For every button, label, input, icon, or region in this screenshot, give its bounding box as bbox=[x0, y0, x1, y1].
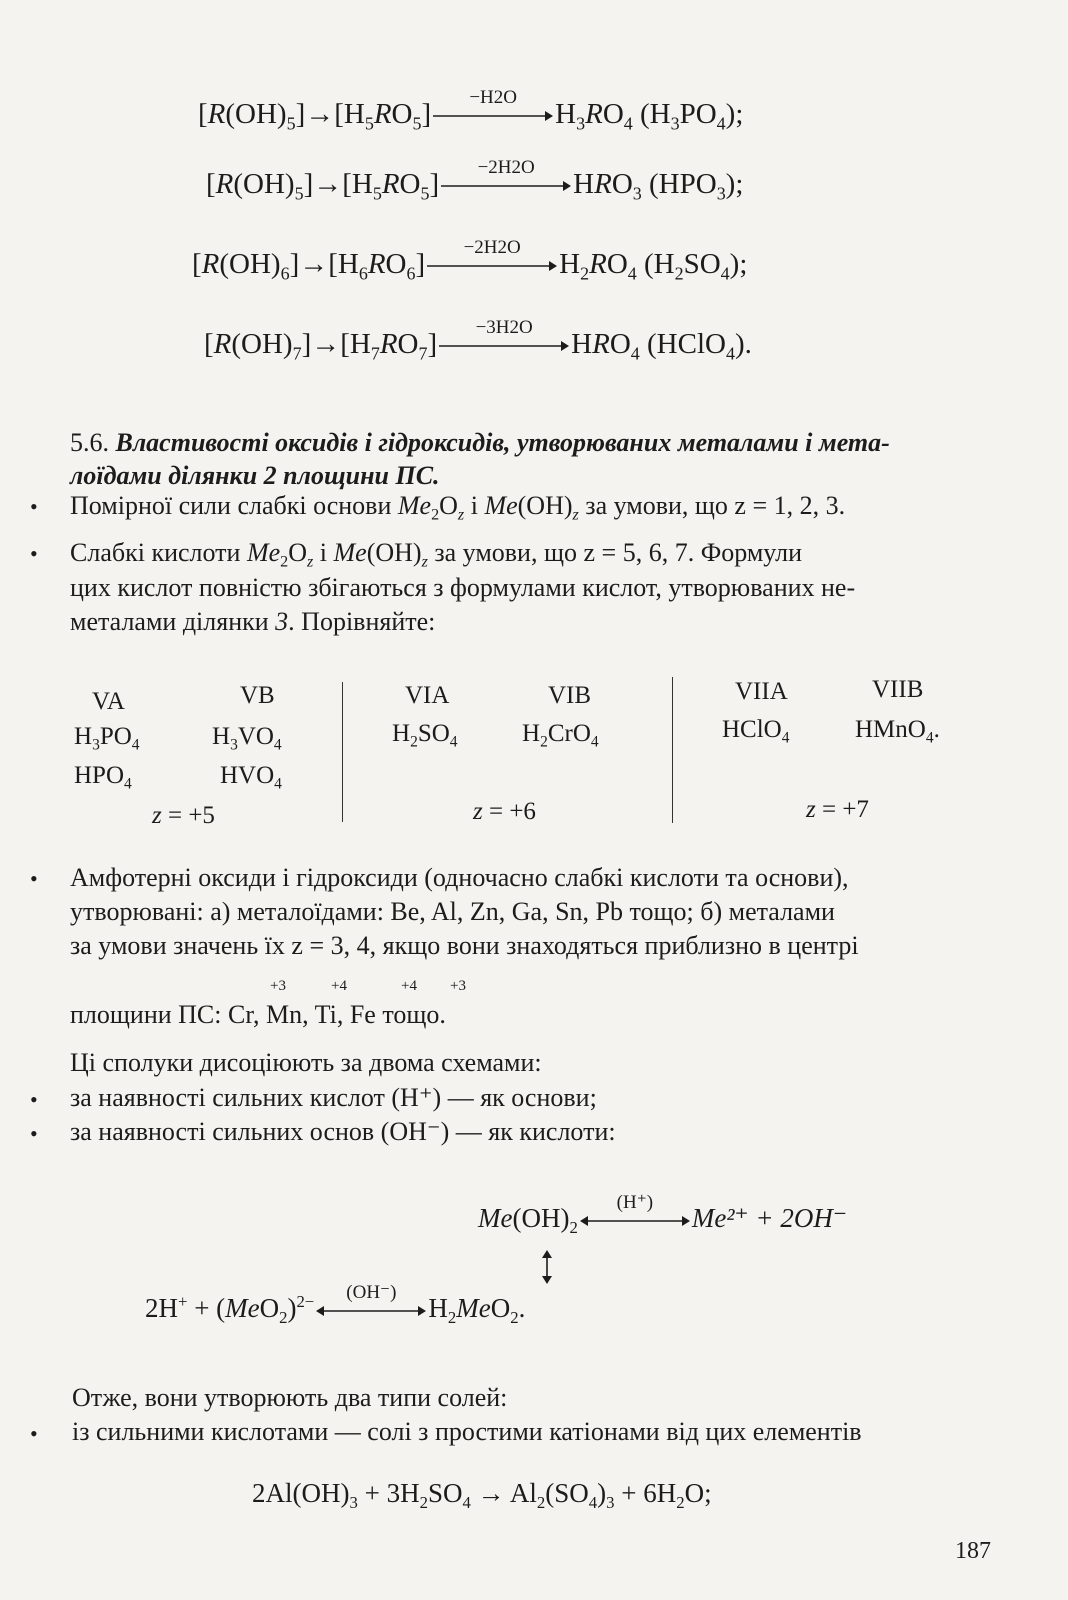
bullet-text-and: і bbox=[319, 538, 327, 567]
oxidation-z6: z = +6 bbox=[473, 798, 536, 825]
arrow-condition: −H2O bbox=[469, 87, 517, 109]
table-divider bbox=[342, 682, 343, 822]
formula-h2cro4: $H_2CrO_4$ bbox=[522, 720, 599, 751]
amphoteric-line4: площини ПС: Cr, Mn, Ti, Fe тощо. bbox=[70, 1000, 446, 1029]
oxidation-state-cr: +3 bbox=[270, 978, 286, 994]
salt-equation: $2Al(OH)_3 + 3H_2SO_4 \to Al_2(SO_4)_3 + 6H_2O$; bbox=[252, 1478, 712, 1512]
amphoteric-line2: утворювані: а) металоїдами: Be, Al, Zn, Ga, Sn, Pb тощо; б) металами bbox=[70, 897, 835, 926]
oxidation-state-ti: +4 bbox=[401, 978, 417, 994]
section-title-line2: лоїдами ділянки 2 площини ПС. bbox=[70, 461, 440, 490]
group-header-vib: VIB bbox=[548, 682, 592, 709]
reaction-arrow bbox=[439, 317, 569, 352]
bullet-weak-bases: Помірної сили слабкі основи $Me_2O_z$ і $Me(OH)_z$ за умови, що z = 1, 2, 3. bbox=[70, 491, 846, 524]
bullet-text-condition: за умови, що z = 1, 2, 3. bbox=[585, 491, 846, 520]
formula-hmno4: HMnO$_4$. bbox=[855, 716, 940, 747]
element-cr: Cr bbox=[228, 1000, 253, 1029]
dissociation-bullet-acids: за наявності сильних кислот (H⁺) — як основи; bbox=[70, 1083, 597, 1112]
bullet-weak-acids-line3 bbox=[70, 604, 435, 639]
reaction-arrow bbox=[433, 87, 553, 122]
text: тощо. bbox=[382, 1000, 446, 1029]
group-header-vb: VB bbox=[240, 682, 275, 709]
formula-hvo4: $HVO_4$ bbox=[220, 762, 282, 793]
section-number: 5.6. bbox=[70, 428, 109, 457]
formula-hpo4: $HPO_4$ bbox=[74, 762, 132, 793]
group-header-viib: VIIB bbox=[872, 676, 924, 703]
equation-2: $[R(OH)_5]\to[H_5RO_5]$ −2H2O $HRO_3$ $(HPO_3)$; bbox=[206, 157, 744, 204]
salts-bullet-strong-acids: із сильними кислотами — солі з простими катіонами від цих елементів bbox=[72, 1417, 862, 1446]
arrow-condition: (OH⁻) bbox=[346, 1281, 397, 1303]
bullet-icon: • bbox=[30, 494, 38, 519]
element-mn: Mn bbox=[265, 1000, 303, 1029]
bullet-text: Помірної сили слабкі основи bbox=[70, 491, 392, 520]
text: площини ПС: bbox=[70, 1000, 222, 1029]
vertical-equilibrium-arrow bbox=[540, 1250, 554, 1289]
text: . Порівняйте: bbox=[288, 607, 436, 636]
equation-1: $[R(OH)_5]\to[H_5RO_5]$ −H2O $H_3RO_4$ $(H_3PO_4)$; bbox=[198, 87, 744, 134]
area-number: 3 bbox=[275, 607, 289, 636]
bullet-icon: • bbox=[30, 866, 38, 891]
section-heading bbox=[70, 425, 890, 460]
dissociation-bullet-bases: за наявності сильних основ (OH⁻) — як кислоти: bbox=[70, 1117, 616, 1146]
equilibrium-arrow bbox=[580, 1191, 690, 1227]
oxidation-state-mn: +4 bbox=[331, 978, 347, 994]
arrow-condition: (H⁺) bbox=[616, 1191, 654, 1213]
bullet-text-condition: за умови, що z = 5, 6, 7. Формули bbox=[434, 538, 803, 567]
element-ti: Ti bbox=[314, 1000, 337, 1029]
equation-4: $[R(OH)_7]\to[H_7RO_7]$ −3H2O $HRO_4$ (HClO$_4$). bbox=[204, 317, 752, 364]
oxidation-state-fe: +3 bbox=[450, 978, 466, 994]
arrow-condition: −3H2O bbox=[475, 317, 533, 339]
equation-3: $[R(OH)_6]\to[H_6RO_6]$ −2H2O $H_2RO_4$ $(H_2SO_4)$; bbox=[192, 237, 748, 284]
bullet-icon: • bbox=[30, 1121, 38, 1146]
bullet-icon: • bbox=[30, 1087, 38, 1112]
dissociation-equation-top: $Me(OH)_2$ (H⁺) Me²⁺ + 2OH⁻ bbox=[478, 1191, 848, 1237]
oxidation-z5: z = +5 bbox=[152, 802, 215, 829]
element-fe: Fe bbox=[349, 1000, 376, 1029]
group-header-viia: VIIA bbox=[735, 678, 788, 705]
bullet-text: Слабкі кислоти bbox=[70, 538, 241, 567]
formula-hclo4: HClO$_4$ bbox=[722, 716, 790, 747]
formula-h3vo4: $H_3VO_4$ bbox=[212, 723, 282, 754]
salts-intro: Отже, вони утворюють два типи солей: bbox=[72, 1383, 508, 1412]
group-header-va: VA bbox=[92, 688, 125, 715]
dissociation-intro: Ці сполуки дисоціюють за двома схемами: bbox=[70, 1048, 542, 1077]
bullet-icon: • bbox=[30, 1421, 38, 1446]
bullet-weak-acids-line2: цих кислот повністю збігаються з формулами кислот, утворюваних не- bbox=[70, 573, 856, 602]
table-divider bbox=[672, 677, 673, 823]
formula-h2so4: $H_2SO_4$ bbox=[392, 720, 458, 751]
group-header-via: VIA bbox=[405, 682, 450, 709]
bullet-text-and: і bbox=[470, 491, 478, 520]
section-title-line1: Властивості оксидів і гідроксидів, утворюваних металами і мета- bbox=[115, 428, 890, 457]
arrow-condition: −2H2O bbox=[463, 237, 521, 259]
formula-h3po4: $H_3PO_4$ bbox=[74, 723, 140, 754]
bullet-weak-acids: Слабкі кислоти $Me_2O_z$ і $Me(OH)_z$ за умови, що z = 5, 6, 7. Формули bbox=[70, 538, 803, 571]
reaction-arrow bbox=[441, 157, 571, 192]
equation-products: Me²⁺ + 2OH⁻ bbox=[691, 1203, 848, 1233]
reaction-arrow bbox=[427, 237, 557, 272]
page-number: 187 bbox=[955, 1538, 991, 1564]
amphoteric-line3: за умови значень їх z = 3, 4, якщо вони знаходяться приблизно в центрі bbox=[70, 931, 859, 960]
bullet-icon: • bbox=[30, 541, 38, 566]
arrow-condition: −2H2O bbox=[477, 157, 535, 179]
amphoteric-line1: Амфотерні оксиди і гідроксиди (одночасно слабкі кислоти та основи), bbox=[70, 863, 849, 892]
oxidation-z7: z = +7 bbox=[806, 796, 869, 823]
text: металами ділянки bbox=[70, 607, 276, 636]
dissociation-equation-bottom: $2H^+ + (MeO_2)^{2-}$ (OH⁻) $H_2MeO_2$. bbox=[145, 1281, 526, 1327]
equilibrium-arrow bbox=[316, 1281, 426, 1317]
